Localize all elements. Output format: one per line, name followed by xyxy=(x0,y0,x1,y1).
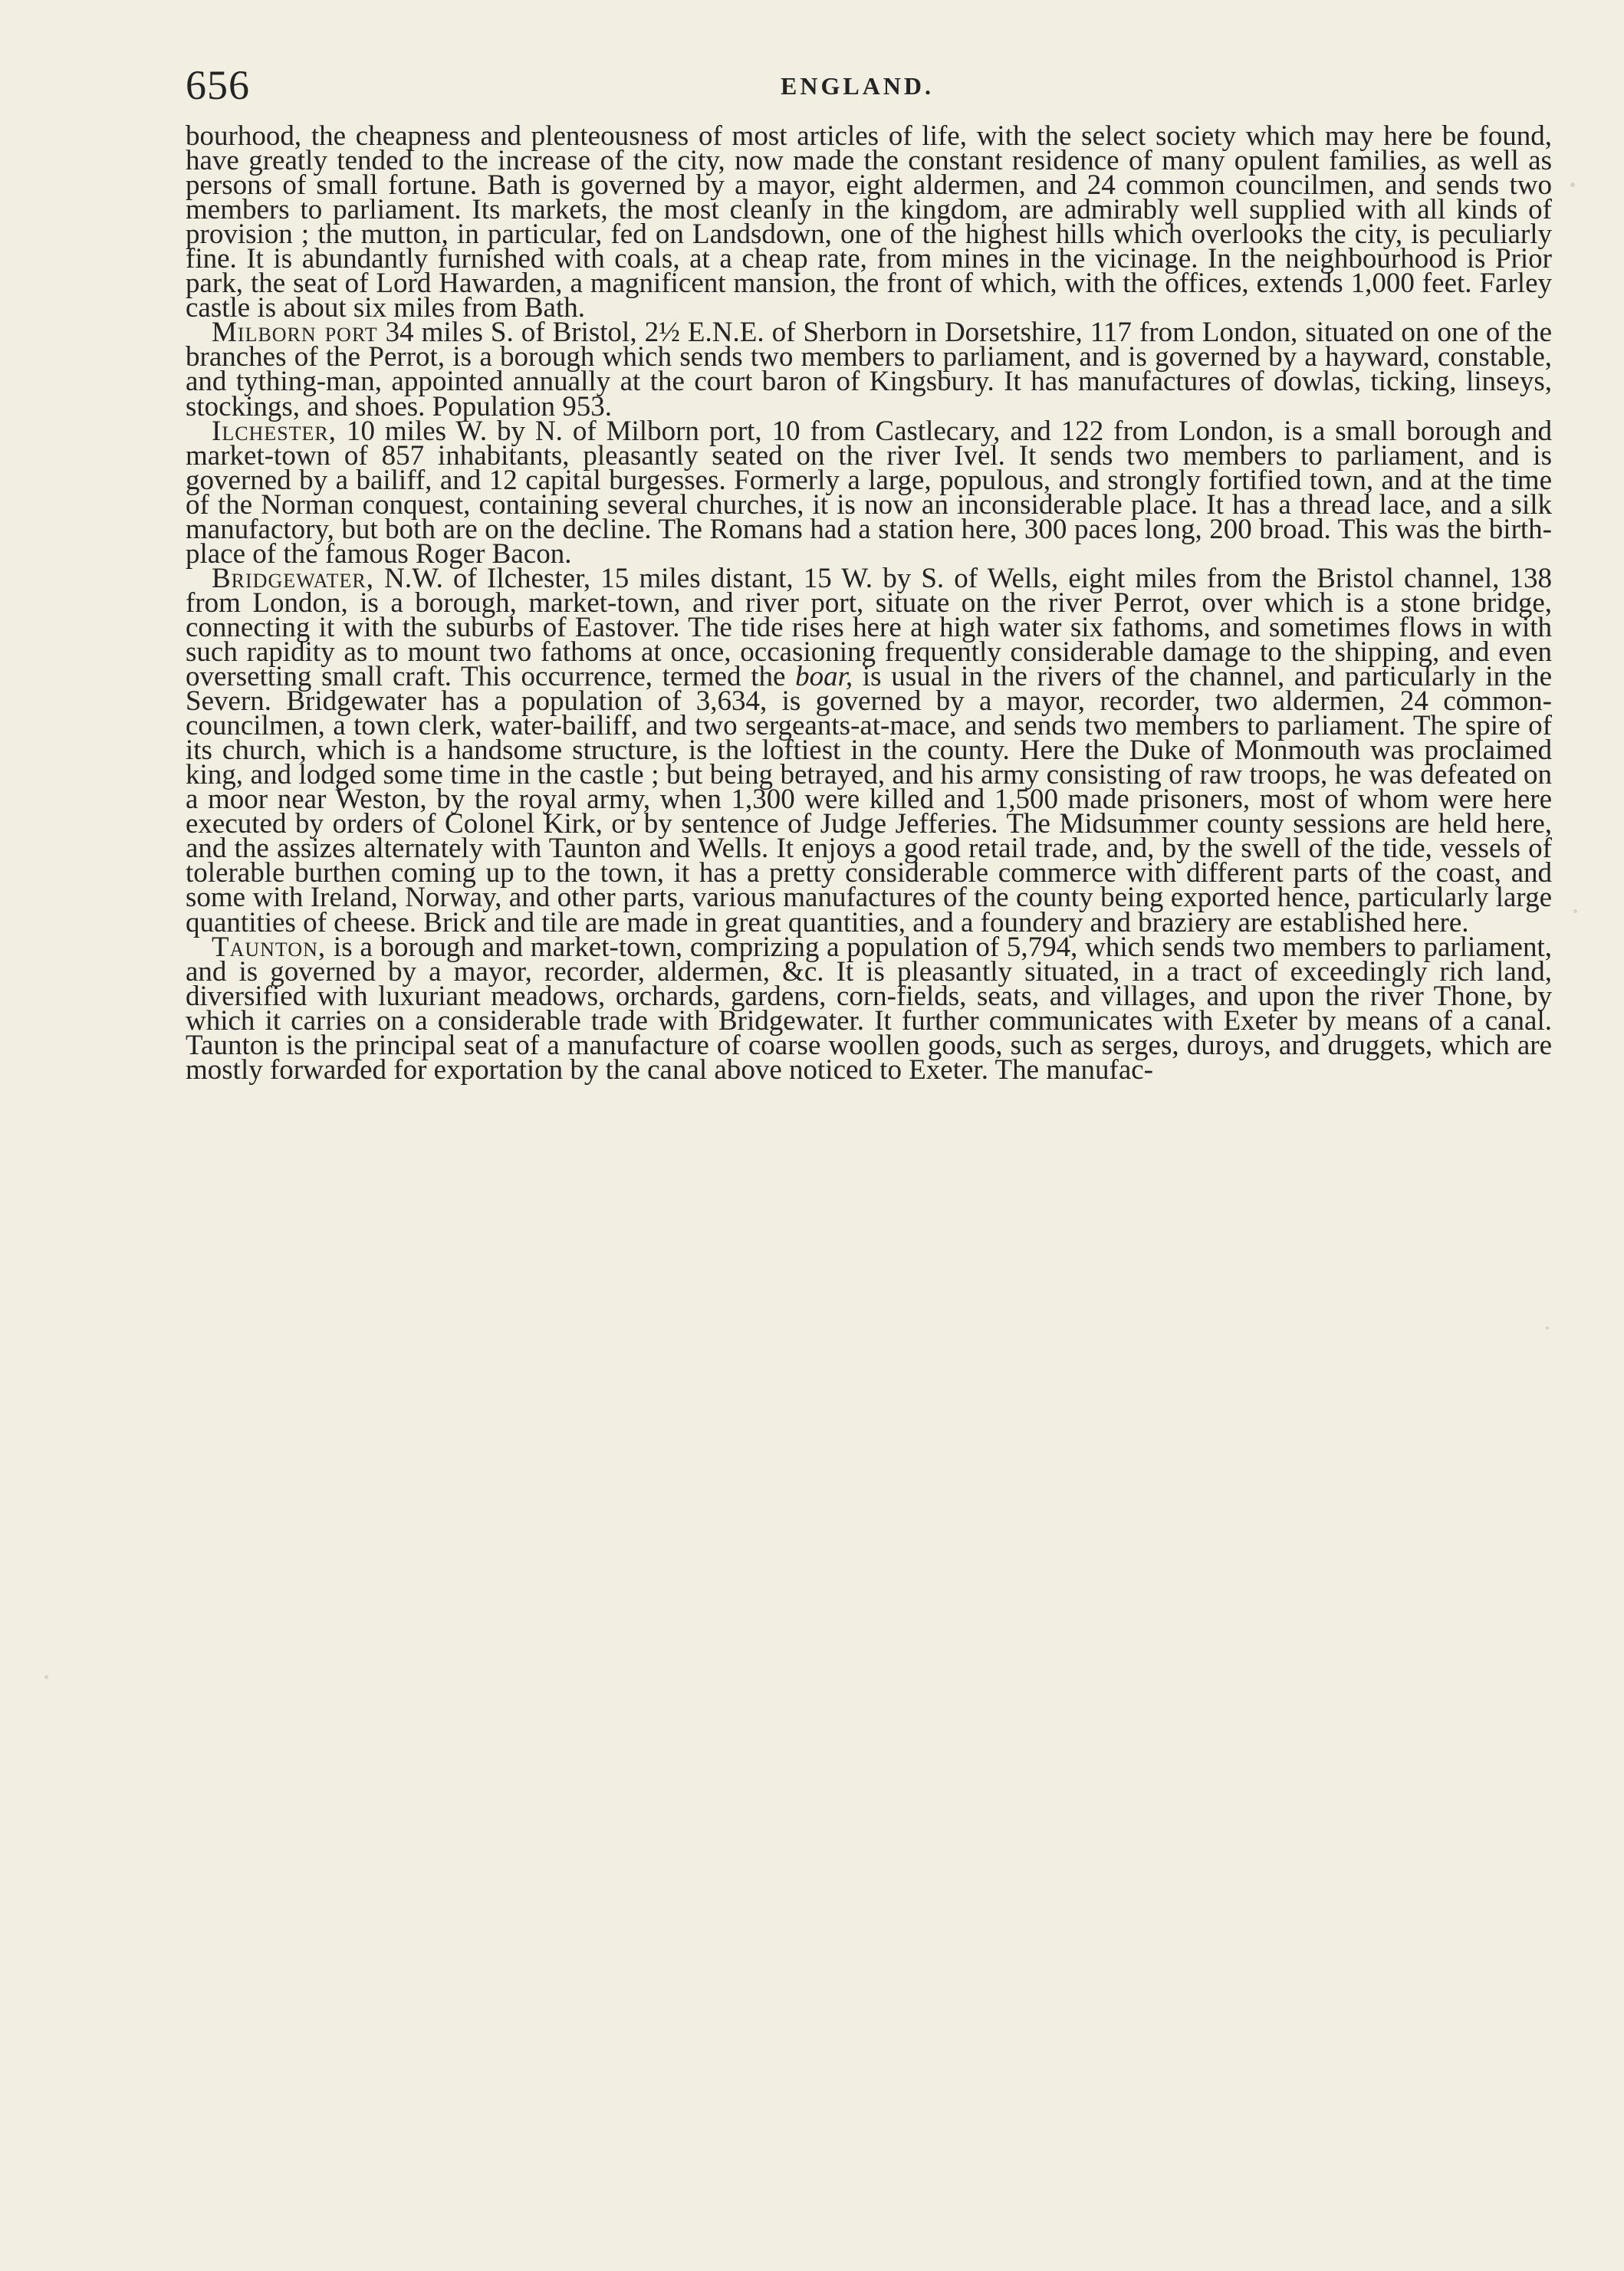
paragraph-milborn-port xyxy=(186,317,1552,422)
paragraph-taunton xyxy=(186,931,1552,1086)
paragraph-text-continued: is usual in the rivers of the channel, and particularly in the Severn. Bridgewater has a population of 3,634, is governed by a mayor, recorder, two aldermen, 24 common-councilmen, a town clerk, water-bailiff, and two sergeants-at-mace, and sends two members to parliament. The spire of its church, which is a handsome structure, is the loftiest in the county. Here the Duke of Monmouth was proclaimed king, and lodged some time in the castle ; but being betrayed, and his army consisting of raw troops, he was defeated on a moor near Weston, by the royal army, when 1,300 were killed and 1,500 made prisoners, most of whom were here executed by orders of Colonel Kirk, or by sentence of Judge Jefferies. The Midsummer county sessions are held here, and the assizes alternately with Taunton and Wells. It enjoys a good retail trade, and, by the swell of the tide, vessels of tolerable burthen coming up to the town, it has a pretty considerable commerce with different parts of the coast, and some with Ireland, Norway, and other parts, various manufactures of the county being exported hence, particularly large quantities of cheese. Brick and tile are made in great quantities, and a foundery and braziery are established here. xyxy=(186,661,1552,938)
paper-speck xyxy=(44,1675,48,1679)
paragraph-text: N.W. of Ilchester, 15 miles distant, 15 W. by S. of Wells, eight miles from the Bristol channel, 138 from London, is a borough, market-town, and river port, situate on the river Perrot, over which is a stone bridge, connecting it with the suburbs of Eastover. The tide rises here at high water six fathoms, and sometimes flows in with such rapidity as to mount two fathoms at once, occasioning frequently considerable damage to the shipping, and even oversetting small craft. This occurrence, termed the xyxy=(186,562,1552,693)
paragraph-text: bourhood, the cheapness and plenteousness of most articles of life, with the select society which may here be found, have greatly tended to the increase of the city, now made the constant residence of many opulent families, as well as persons of small fortune. Bath is governed by a mayor, eight aldermen, and 24 common councilmen, and sends two members to parliament. Its markets, the most cleanly in the kingdom, are admirably well supplied with all kinds of provision ; the mutton, in particular, fed on Landsdown, one of the highest hills which overlooks the city, is peculiarly fine. It is abundantly furnished with coals, at a cheap rate, from mines in the vicinage. In the neighbourhood is Prior park, the seat of Lord Hawarden, a magnificent mansion, the front of which, with the offices, extends 1,000 feet. Farley castle is about six miles from Bath. xyxy=(186,120,1552,324)
place-name: Ilchester, xyxy=(212,415,337,447)
paragraph-ilchester xyxy=(186,415,1552,570)
italic-term: boar, xyxy=(795,661,853,693)
place-name: Bridgewater, xyxy=(212,562,375,594)
paper-speck xyxy=(1546,1326,1549,1329)
paragraph-text: is a borough and market-town, comprizing a population of 5,794, which sends two members to parliament, and is governed by a mayor, recorder, aldermen, &c. It is pleasantly situated, in a tract of exceedingly rich land, diversified with luxuriant meadows, orchards, gardens, corn-fields, seats, and villages, and upon the river Thone, by which it carries on a considerable trade with Bridgewater. It further communicates with Exeter by means of a canal. Taunton is the principal seat of a manufacture of coarse woollen goods, such as serges, duroys, and druggets, which are mostly forwarded for exportation by the canal above noticed to Exeter. The manufac- xyxy=(186,931,1552,1086)
paper-speck xyxy=(1573,909,1577,913)
page-number: 656 xyxy=(186,62,250,108)
paragraph-bath xyxy=(186,120,1552,324)
place-name: Taunton, xyxy=(212,931,327,963)
running-head: ENGLAND. xyxy=(781,72,935,100)
place-name: Milborn port xyxy=(212,317,378,349)
paragraph-text: 10 miles W. by N. of Milborn port, 10 from Castlecary, and 122 from London, is a small borough and market-town of 857 inhabitants, pleasantly seated on the river Ivel. It sends two members to parliament, and is governed by a bailiff, and 12 capital burgesses. Formerly a large, populous, and strongly fortified town, and at the time of the Norman conquest, containing several churches, it is now an inconsiderable place. It has a thread lace, and a silk manufactory, but both are on the decline. The Romans had a station here, 300 paces long, 200 broad. This was the birth-place of the famous Roger Bacon. xyxy=(186,415,1552,570)
paragraph-bridgewater xyxy=(186,562,1552,938)
paper-speck xyxy=(1570,182,1575,187)
paragraph-text: 34 miles S. of Bristol, 2½ E.N.E. of Sherborn in Dorsetshire, 117 from London, situated on one of the branches of the Perrot, is a borough which sends two members to parliament, and is governed by a hayward, constable, and tything-man, appointed annually at the court baron of Kingsbury. It has manufactures of dowlas, ticking, linseys, stockings, and shoes. Population 953. xyxy=(186,317,1552,422)
page-header xyxy=(0,64,1624,118)
body-text xyxy=(186,120,1552,1086)
